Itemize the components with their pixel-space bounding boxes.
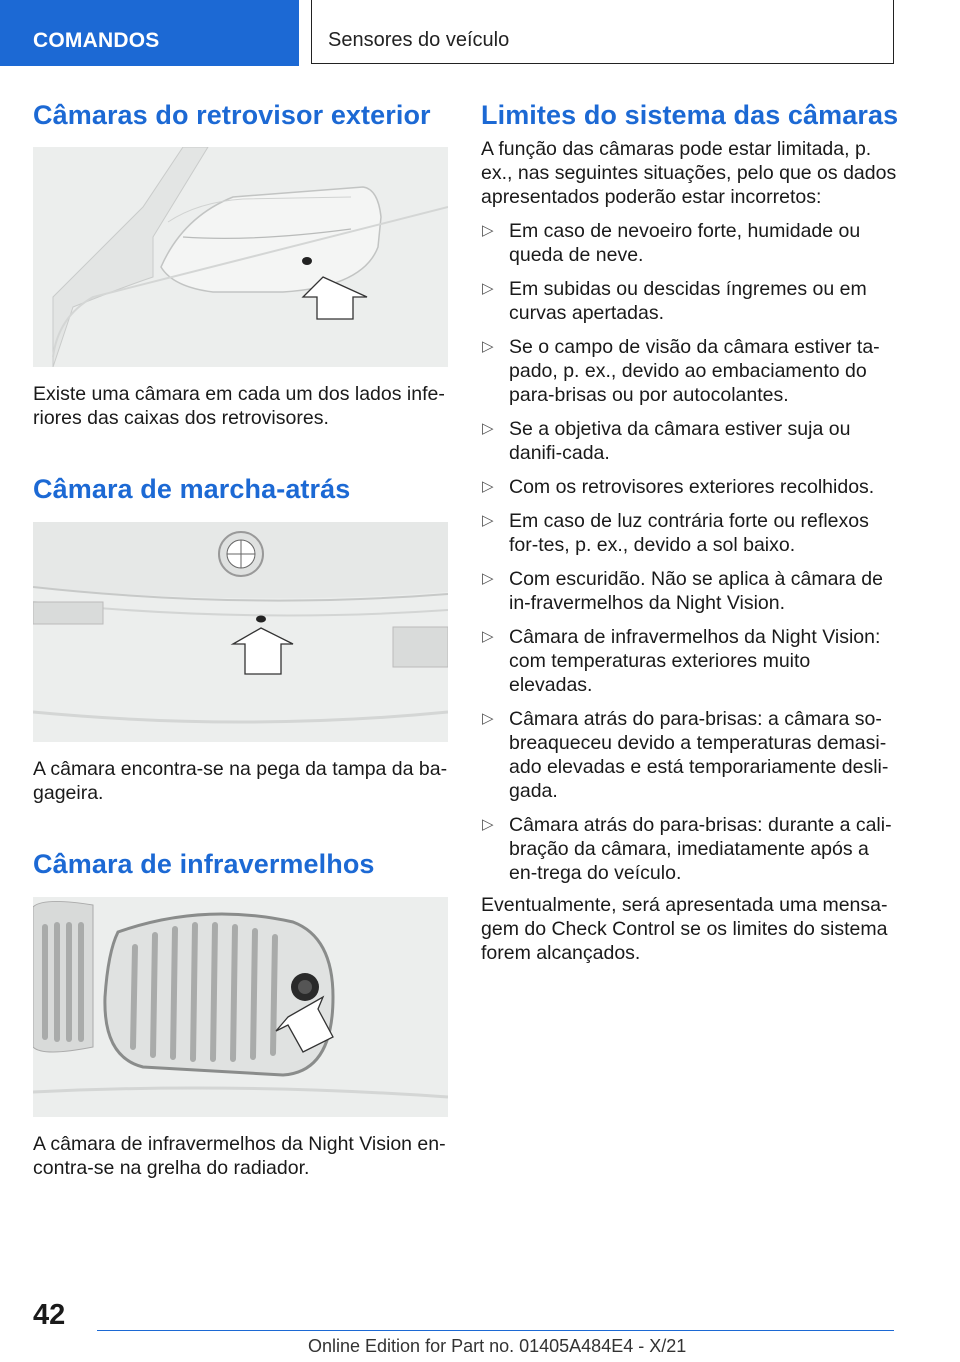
footer-divider (97, 1330, 894, 1331)
chapter-header (311, 0, 894, 64)
heading-system-limits: Limites do sistema das câmaras (481, 100, 899, 130)
rear-camera-figure (33, 522, 448, 742)
list-item: ▷ Em caso de nevoeiro forte, humidade ou queda de neve. (482, 220, 861, 266)
limits-list (481, 219, 899, 885)
triangle-bullet-icon: ▷ (482, 570, 494, 587)
triangle-bullet-icon: ▷ (482, 280, 494, 297)
page-number: 42 (33, 1299, 66, 1331)
list-item: ▷ Câmara atrás do para-brisas: a câmara so-breaqueceu devido a temperaturas demasi-ado elevadas e está temporariamente desli-gada. (482, 708, 889, 802)
limits-outro: Eventualmente, será apresentada uma mensa-gem do Check Control se os limites do sistema forem alcançados. (481, 894, 888, 964)
triangle-bullet-icon: ▷ (482, 420, 494, 437)
heading-mirror-cameras: Câmaras do retrovisor exterior (33, 100, 431, 130)
section-label: COMANDOS (33, 29, 160, 52)
right-column (481, 100, 899, 965)
triangle-bullet-icon: ▷ (482, 816, 494, 833)
infrared-camera-figure (33, 897, 448, 1117)
list-item: ▷ Com os retrovisores exteriores recolhidos. (482, 476, 875, 498)
triangle-bullet-icon: ▷ (482, 628, 494, 645)
triangle-bullet-icon: ▷ (482, 478, 494, 495)
triangle-bullet-icon: ▷ (482, 222, 494, 239)
chapter-title: Sensores do veículo (328, 29, 510, 51)
list-item: ▷ Em caso de luz contrária forte ou reflexos for-tes, p. ex., devido a sol baixo. (482, 510, 869, 556)
list-item: ▷ Se a objetiva da câmara estiver suja ou danifi-cada. (482, 418, 851, 464)
heading-infrared-camera: Câmara de infravermelhos (33, 849, 375, 879)
mirror-camera-text: Existe uma câmara em cada um dos lados infe-riores das caixas dos retrovisores. (33, 383, 445, 429)
limits-intro: A função das câmaras pode estar limitada, p. ex., nas seguintes situações, pelo que os dados apresentados poderão estar incorretos: (481, 138, 897, 208)
list-item: ▷ Com escuridão. Não se aplica à câmara de in-fravermelhos da Night Vision. (482, 568, 883, 614)
heading-rear-camera: Câmara de marcha-atrás (33, 474, 351, 504)
footer-edition: Online Edition for Part no. 01405A484E4 - X/21 (308, 1336, 687, 1356)
rear-camera-text: A câmara encontra-se na pega da tampa da ba-gageira. (33, 758, 448, 804)
triangle-bullet-icon: ▷ (482, 512, 494, 529)
left-column (33, 100, 448, 1180)
list-item: ▷ Câmara atrás do para-brisas: durante a cali-bração da câmara, imediatamente após a en-trega do veículo. (482, 814, 892, 884)
mirror-camera-figure (33, 147, 448, 367)
triangle-bullet-icon: ▷ (482, 338, 494, 355)
list-item: ▷ Em subidas ou descidas íngremes ou em curvas apertadas. (482, 278, 867, 324)
infrared-camera-text: A câmara de infravermelhos da Night Vision en-contra-se na grelha do radiador. (33, 1133, 446, 1179)
list-item: ▷ Se o campo de visão da câmara estiver ta-pado, p. ex., devido ao embaciamento do para-brisas ou por autocolantes. (482, 336, 880, 406)
section-tab (0, 0, 299, 66)
list-item: ▷ Câmara de infravermelhos da Night Vision: com temperaturas exteriores muito elevadas. (482, 626, 881, 696)
triangle-bullet-icon: ▷ (482, 710, 494, 727)
